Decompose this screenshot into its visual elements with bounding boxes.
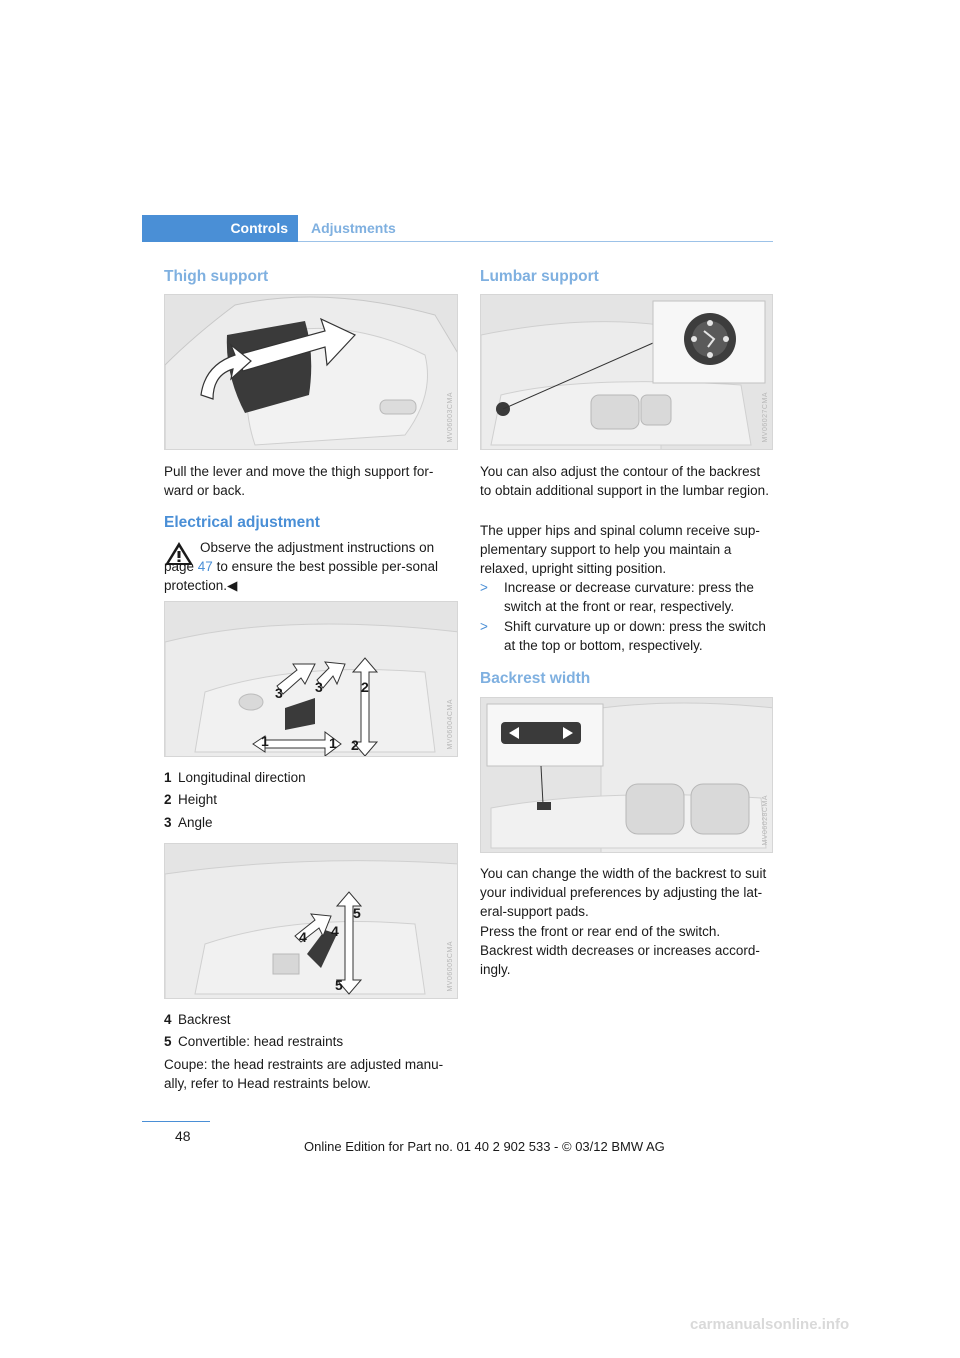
svg-text:5: 5 [335, 977, 343, 993]
heading-backrest-width: Backrest width [480, 670, 591, 687]
figure-lumbar-support [480, 294, 773, 450]
header-section-adjustments: Adjustments [311, 220, 396, 236]
svg-text:2: 2 [351, 737, 359, 753]
bullet-text: Increase or decrease curvature: press the switch at the front or rear, respectively. [504, 580, 754, 614]
svg-text:5: 5 [353, 905, 361, 921]
footer-edition-text: Online Edition for Part no. 01 40 2 902 533 - © 03/12 BMW AG [304, 1139, 665, 1154]
lumbar-text-1: You can also adjust the contour of the backrest to obtain additional support in the lumbar region. [480, 464, 769, 498]
end-mark: ◀ [227, 578, 238, 593]
watermark: carmanualsonline.info [690, 1316, 850, 1333]
svg-text:3: 3 [315, 679, 323, 695]
backrest-text-1: You can change the width of the backrest to suit your individual preferences by adjusting the lat-eral-support pads. [480, 866, 767, 919]
figure-code: MV06027CMA [762, 392, 769, 443]
page-number: 48 [175, 1128, 191, 1144]
electrical-warning-text [164, 538, 459, 595]
figure-code: MV06004CMA [447, 699, 454, 750]
svg-text:3: 3 [275, 685, 283, 701]
backrest-text-2: Press the front or rear end of the switch. Backrest width decreases or increases accord-ingly. [480, 924, 760, 977]
warning-text-before: Observe the adjustment instructions on page [164, 540, 435, 574]
bullet-curvature-up-down [480, 617, 773, 655]
svg-text:1: 1 [329, 735, 337, 751]
figure-electrical-adjustment [164, 601, 458, 757]
header-rule [298, 241, 773, 242]
svg-text:2: 2 [361, 679, 369, 695]
legend-item-4: 4 Backrest [164, 1012, 231, 1027]
figure-code: MV06028CMA [762, 795, 769, 846]
figure-code: MV06005CMA [447, 941, 454, 992]
header-tab-controls: Controls [142, 215, 298, 242]
lumbar-text-2: The upper hips and spinal column receive sup-plementary support to help you maintain a relaxed, upright sitting position. [480, 523, 760, 576]
figure-backrest-width [480, 697, 773, 853]
heading-electrical-adjustment: Electrical adjustment [164, 514, 320, 531]
bullet-mark: > [480, 580, 488, 595]
heading-lumbar-support: Lumbar support [480, 268, 599, 285]
figure-backrest-head-restraints [164, 843, 458, 999]
warning-text-after: to ensure the best possible per-sonal protection. [164, 559, 438, 593]
svg-text:4: 4 [299, 929, 307, 945]
coupe-note: Coupe: the head restraints are adjusted manu-ally, refer to Head restraints below. [164, 1057, 444, 1091]
svg-text:1: 1 [261, 733, 269, 749]
thigh-support-text: Pull the lever and move the thigh support for-ward or back. [164, 464, 434, 498]
legend-item-2: 2 Height [164, 792, 218, 807]
page-link-47[interactable]: 47 [197, 559, 213, 574]
svg-text:4: 4 [331, 923, 339, 939]
legend-item-1: 1 Longitudinal direction [164, 770, 306, 785]
legend-item-5: 5 Convertible: head restraints [164, 1034, 344, 1049]
bullet-curvature-front-rear [480, 578, 773, 616]
bullet-text: Shift curvature up or down: press the switch at the top or bottom, respectively. [504, 619, 766, 653]
figure-thigh-support [164, 294, 458, 450]
heading-thigh-support: Thigh support [164, 268, 269, 285]
figure-code: MV06003CMA [447, 392, 454, 443]
footer-rule [142, 1121, 210, 1122]
bullet-mark: > [480, 619, 488, 634]
legend-item-3: 3 Angle [164, 815, 213, 830]
